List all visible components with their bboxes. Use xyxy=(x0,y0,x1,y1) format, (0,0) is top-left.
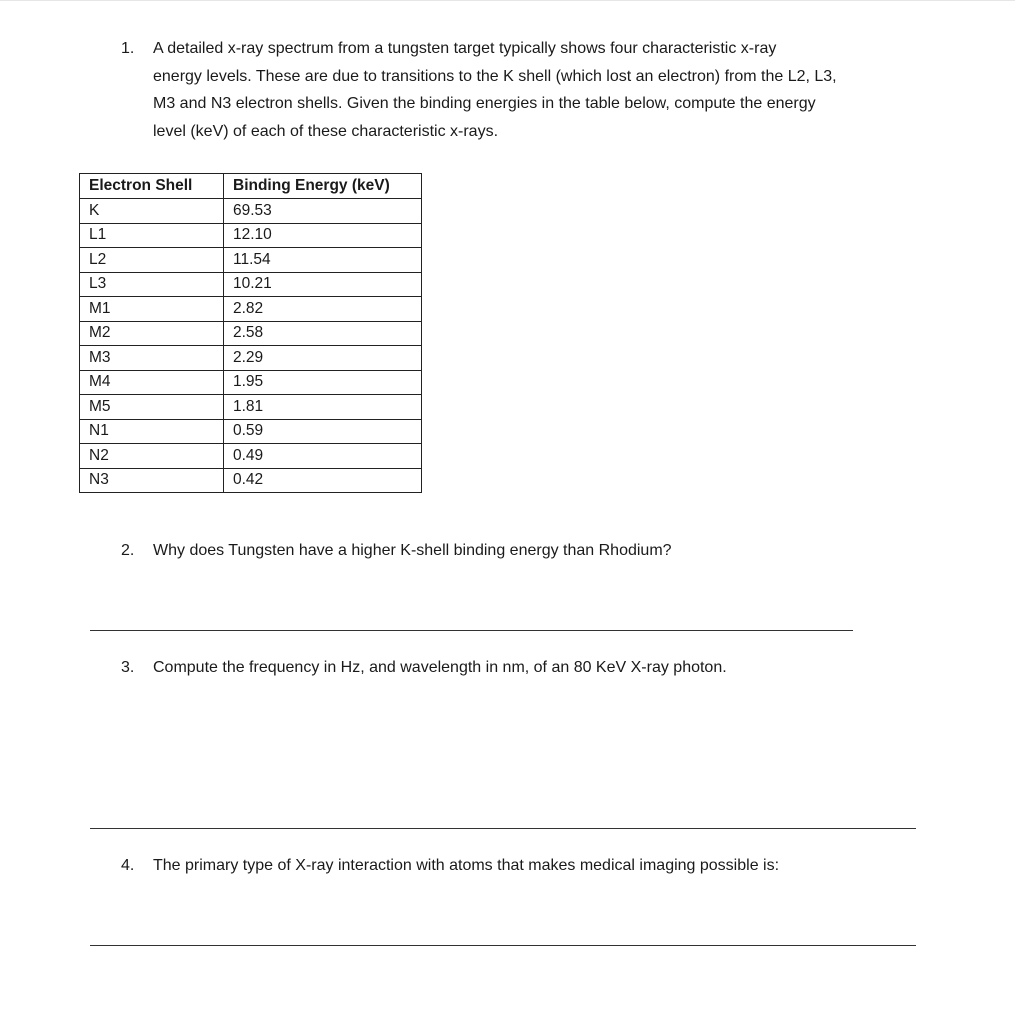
question-2 xyxy=(121,537,921,565)
table-header-row xyxy=(80,174,422,199)
table-row xyxy=(80,248,422,273)
shell-cell: L3 xyxy=(80,272,224,297)
question-1-line: A detailed x-ray spectrum from a tungsten target typically shows four characteristic x-ray xyxy=(153,40,777,57)
energy-cell: 0.59 xyxy=(224,419,422,444)
shell-cell: K xyxy=(80,199,224,224)
table-row xyxy=(80,346,422,371)
energy-cell: 2.82 xyxy=(224,297,422,322)
shell-cell: M3 xyxy=(80,346,224,371)
table-row xyxy=(80,321,422,346)
table-row xyxy=(80,272,422,297)
energy-cell: 10.21 xyxy=(224,272,422,297)
header-electron-shell: Electron Shell xyxy=(80,174,224,199)
answer-line-question-2 xyxy=(90,630,853,631)
question-2-text: Why does Tungsten have a higher K-shell binding energy than Rhodium? xyxy=(153,542,672,559)
energy-cell: 2.58 xyxy=(224,321,422,346)
header-binding-energy: Binding Energy (keV) xyxy=(224,174,422,199)
binding-energy-table xyxy=(79,173,422,493)
question-4 xyxy=(121,852,921,880)
table-row xyxy=(80,468,422,493)
energy-cell: 0.49 xyxy=(224,444,422,469)
energy-cell: 1.81 xyxy=(224,395,422,420)
shell-cell: M5 xyxy=(80,395,224,420)
question-1-text xyxy=(153,35,837,145)
energy-cell: 12.10 xyxy=(224,223,422,248)
energy-cell: 1.95 xyxy=(224,370,422,395)
energy-cell: 69.53 xyxy=(224,199,422,224)
shell-cell: N2 xyxy=(80,444,224,469)
energy-cell: 0.42 xyxy=(224,468,422,493)
answer-line-question-4 xyxy=(90,945,916,946)
answer-line-question-3 xyxy=(90,828,916,829)
table-row xyxy=(80,297,422,322)
question-1-line: energy levels. These are due to transitions to the K shell (which lost an electron) from the L2, L3, xyxy=(153,67,837,85)
shell-cell: N1 xyxy=(80,419,224,444)
shell-cell: L2 xyxy=(80,248,224,273)
question-1-line: M3 and N3 electron shells. Given the binding energies in the table below, compute the energy xyxy=(153,95,816,112)
shell-cell: M2 xyxy=(80,321,224,346)
table-row xyxy=(80,223,422,248)
energy-cell: 11.54 xyxy=(224,248,422,273)
page-top-edge xyxy=(0,0,1015,1)
table-row xyxy=(80,419,422,444)
question-4-number: 4. xyxy=(121,857,135,874)
question-3-text: Compute the frequency in Hz, and wavelength in nm, of an 80 KeV X-ray photon. xyxy=(153,659,727,676)
question-3 xyxy=(121,654,921,682)
energy-cell: 2.29 xyxy=(224,346,422,371)
shell-cell: M1 xyxy=(80,297,224,322)
table-row xyxy=(80,444,422,469)
shell-cell: N3 xyxy=(80,468,224,493)
table-row xyxy=(80,395,422,420)
question-4-text: The primary type of X-ray interaction with atoms that makes medical imaging possible is: xyxy=(153,857,780,874)
question-1-number: 1. xyxy=(121,40,135,57)
question-3-number: 3. xyxy=(121,659,135,676)
question-1 xyxy=(121,35,921,150)
table-row xyxy=(80,199,422,224)
shell-cell: L1 xyxy=(80,223,224,248)
shell-cell: M4 xyxy=(80,370,224,395)
question-2-number: 2. xyxy=(121,542,135,559)
table-row xyxy=(80,370,422,395)
question-1-line: level (keV) of each of these characteristic x-rays. xyxy=(153,122,499,140)
